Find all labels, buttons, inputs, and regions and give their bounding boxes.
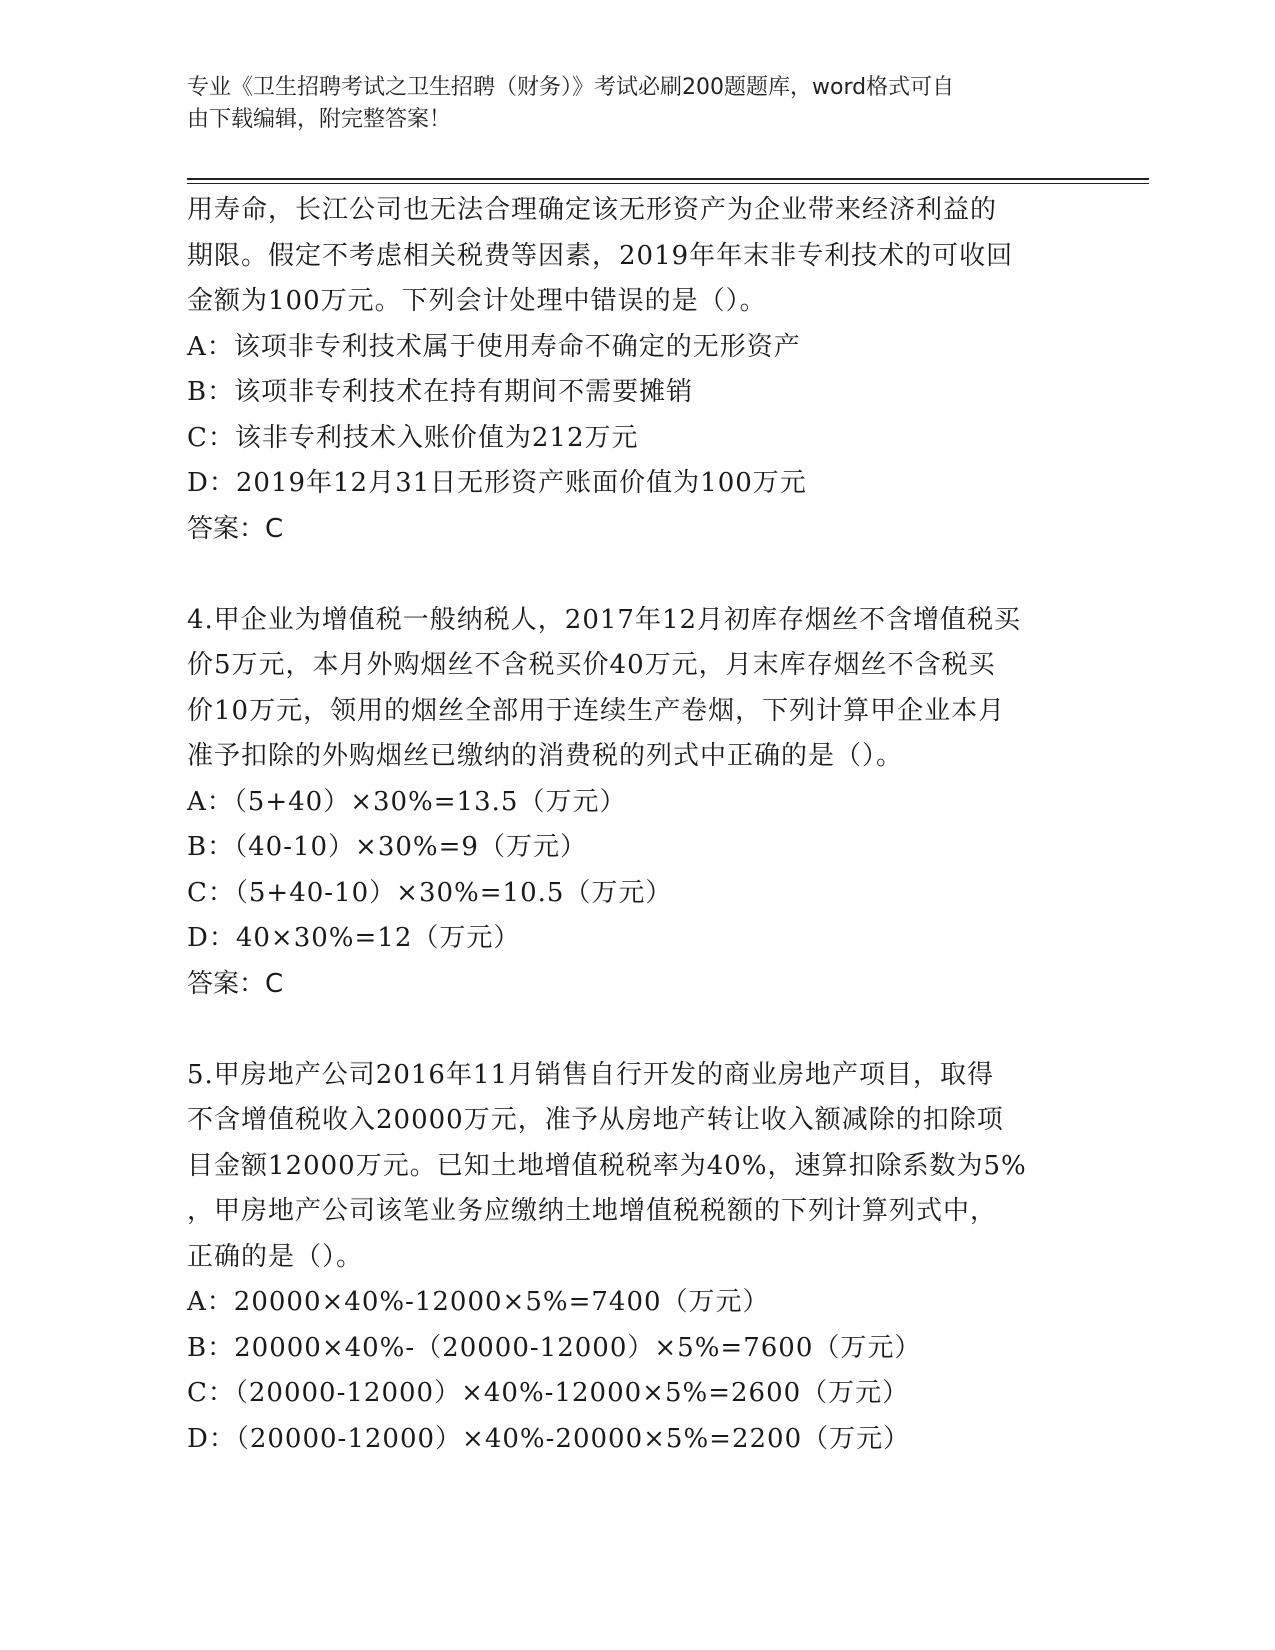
option-d: D：40×30%=12（万元）: [187, 923, 521, 953]
question-stem-line: 5.甲房地产公司2016年11月销售自行开发的商业房地产项目，取得: [187, 1059, 995, 1090]
header-title-line-2: 由下载编辑，附完整答案！: [187, 107, 452, 132]
spacer: [187, 552, 1087, 598]
question-stem-line: 正确的是（）。: [187, 1241, 364, 1272]
option-b: B：（40-10）×30%=9（万元）: [187, 832, 587, 862]
option-b: B：该项非专利技术在持有期间不需要摊销: [187, 377, 694, 407]
answer-label: 答案：C: [187, 968, 284, 999]
question-stem-line: 不含增值税收入20000万元，准予从房地产转让收入额减除的扣除项: [187, 1105, 1004, 1135]
question-5: [187, 1053, 1087, 1463]
document-header: [187, 72, 1087, 136]
question-stem-line: 目金额12000万元。已知土地增值税税率为40%，速算扣除系数为5%: [187, 1150, 1027, 1181]
question-stem-line: 准予扣除的外购烟丝已缴纳的消费税的列式中正确的是（）。: [187, 741, 904, 771]
option-c: C：该非专利技术入账价值为212万元: [187, 422, 639, 453]
question-stem-line: ，甲房地产公司该笔业务应缴纳土地增值税税额的下列计算列式中，: [187, 1196, 998, 1226]
option-a: A：该项非专利技术属于使用寿命不确定的无形资产: [187, 331, 801, 362]
question-stem-line: 用寿命，长江公司也无法合理确定该无形资产为企业带来经济利益的: [187, 195, 998, 225]
header-divider-thin: [187, 183, 1149, 184]
answer-label: 答案：C: [187, 513, 284, 544]
document-body: [187, 188, 1087, 1462]
header-title-line-1: 专业《卫生招聘考试之卫生招聘（财务）》考试必刷200题题库，word格式可自: [187, 75, 955, 100]
question-stem-line: 期限。假定不考虑相关税费等因素，2019年年末非专利技术的可收回: [187, 240, 1014, 271]
question-3: [187, 188, 1087, 552]
question-stem-line: 价10万元，领用的烟丝全部用于连续生产卷烟，下列计算甲企业本月: [187, 695, 1006, 726]
question-stem-line: 4.甲企业为增值税一般纳税人，2017年12月初库存烟丝不含增值税买: [187, 604, 1022, 635]
header-divider-thick: [187, 178, 1149, 180]
question-4: [187, 598, 1087, 1008]
option-d: D：2019年12月31日无形资产账面价值为100万元: [187, 468, 807, 498]
option-a: A：20000×40%-12000×5%=7400（万元）: [187, 1287, 770, 1317]
option-b: B：20000×40%-（20000-12000）×5%=7600（万元）: [187, 1332, 922, 1363]
question-stem-line: 金额为100万元。下列会计处理中错误的是（）。: [187, 286, 767, 316]
option-a: A：（5+40）×30%=13.5（万元）: [187, 786, 627, 817]
option-c: C：（20000-12000）×40%-12000×5%=2600（万元）: [187, 1378, 910, 1408]
option-d: D：（20000-12000）×40%-20000×5%=2200（万元）: [187, 1423, 911, 1454]
question-stem-line: 价5万元，本月外购烟丝不含税买价40万元，月末库存烟丝不含税买: [187, 650, 996, 680]
spacer: [187, 1007, 1087, 1053]
option-c: C：（5+40-10）×30%=10.5（万元）: [187, 877, 673, 908]
